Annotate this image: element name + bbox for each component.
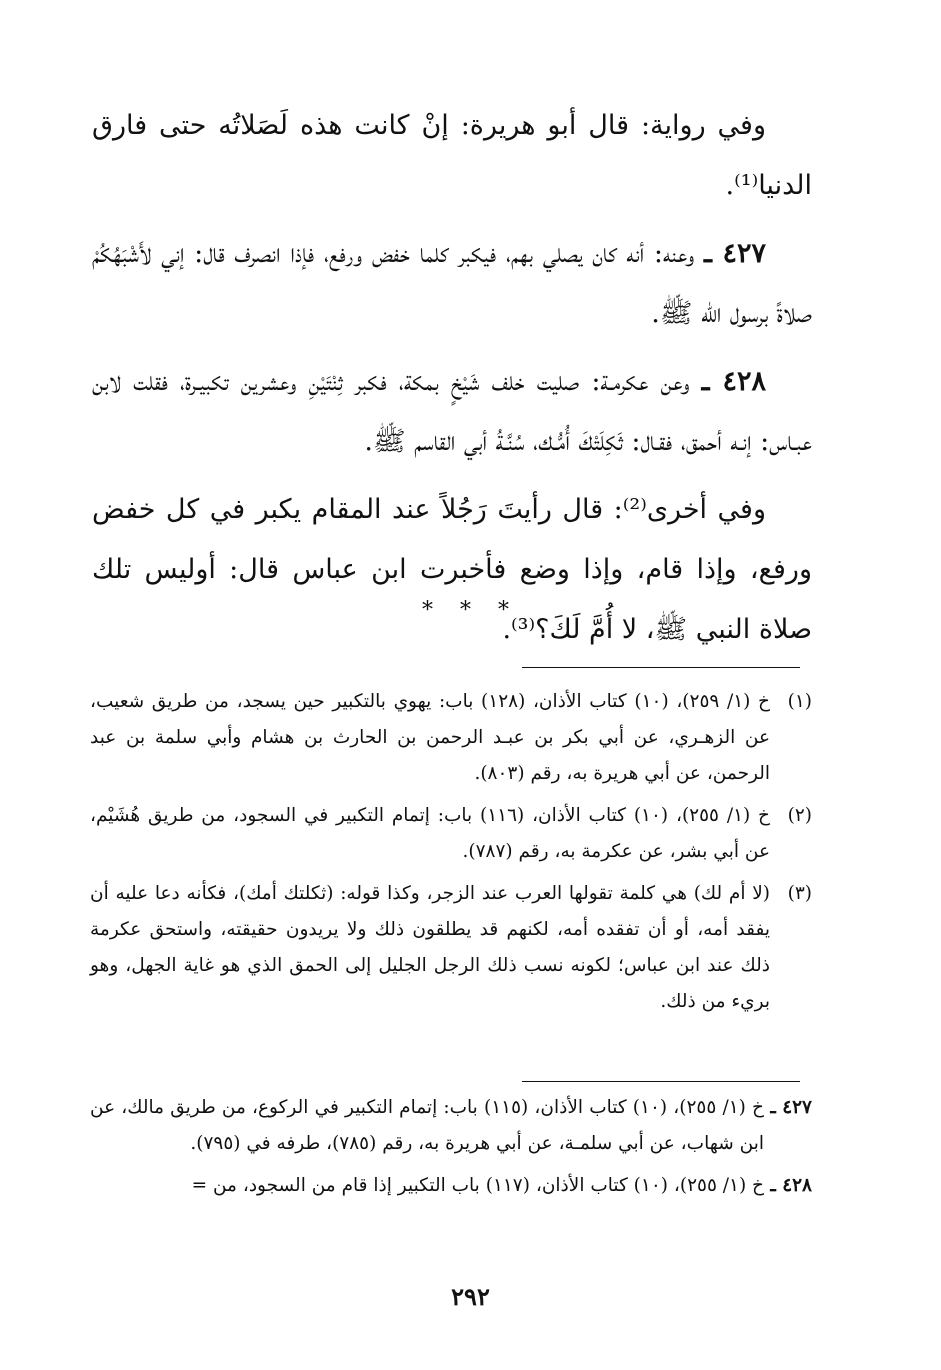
- paragraph-riwaya: وفي رواية: قال أبو هريرة: إنْ كانت هذه لَصَلاتُه حتى فارق الدنيا⁽¹⁾.: [92, 110, 812, 201]
- takhrij-note: [90, 1090, 812, 1162]
- hadith-428: [92, 352, 812, 472]
- footnote-text: (لا أم لك) هي كلمة تقولها العرب عند الزجر، وكذا قوله: (ثكلتك أمك)، فكأنه دعا عليه أن يفقد أمه، أو أن تفقده أمه، لكنهم قد يطلقون ذلك ولا يريدون حقيقته، واستحق عكرمة ذلك عند ابن عباس؛ لكونه نسب ذلك الرجل الجليل إلى الحمق الذي هو غاية الجهل، وهو بريء من ذلك.: [90, 883, 770, 1012]
- footnote-divider: [522, 667, 800, 668]
- footnotes: [90, 684, 812, 1026]
- takhrij-note: [90, 1168, 812, 1204]
- page-number: ٢٩٢: [451, 1282, 490, 1311]
- takhrij-text: خ (١/ ٢٥٥)، (١٠) كتاب الأذان، (١١٧) باب التكبير إذا قام من السجود، من =: [191, 1175, 764, 1196]
- footnote: [90, 876, 812, 1020]
- footnote-mark: (١): [787, 691, 812, 712]
- takhrij-divider: [522, 1081, 800, 1082]
- section-separator: * * *: [422, 598, 519, 623]
- hadith-text-427: وعنه: أنه كان يصلي بهم، فيكبر كلما خفض ورفع، فإذا انصرف قال: إني لأَشْبَهُكُمْ صلاةً برسول الله ﷺ.: [92, 238, 812, 329]
- takhrij-text: خ (١/ ٢٥٥)، (١٠) كتاب الأذان، (١١٥) باب: إتمام التكبير في الركوع، من طريق مالك، عن ابن شهاب، عن أبي سلمـة، عن أبي هريرة به، رقم (٧٨٥)، طرفه في (٧٩٥).: [90, 1097, 764, 1154]
- paragraph-ukhra: وفي أخرى⁽²⁾: قال رأيتَ رَجُلاً عند المقام يكبر في كل خفض ورفع، وإذا قام، وإذا وضع فأخبرت ابن عباس قال: أوليس تلك صلاة النبي ﷺ، لا أُمَّ لَكَ؟⁽³⁾.: [92, 494, 812, 645]
- hadith-number-428: ٤٢٨ ـ: [701, 366, 766, 397]
- footnote: [90, 684, 812, 792]
- hadith-427: [92, 224, 812, 344]
- footnote-text: خ (١/ ٢٥٥)، (١٠) كتاب الأذان، (١١٦) باب: إتمام التكبير في السجود، من طريق هُشَيْم، عن أبي بشر، عن عكرمة به، رقم (٧٨٧).: [90, 805, 770, 862]
- footnote-mark: (٢): [787, 805, 812, 826]
- takhrij-mark: ٤٢٨ ـ: [770, 1175, 812, 1196]
- footnote-text: خ (١/ ٢٥٩)، (١٠) كتاب الأذان، (١٢٨) باب: يهوي بالتكبير حين يسجد، من طريق شعيب، عن الزهـري، عن أبي بكر بن عبـد الرحمن بن الحارث بن هشام وأبي سلمة بن عبد الرحمن، عن أبي هريرة به، رقم (٨٠٣).: [90, 691, 770, 784]
- takhrij-mark: ٤٢٧ ـ: [770, 1097, 812, 1118]
- hadith-text-428: وعن عكرمـة: صليت خلف شَيْخٍ بمكة، فكبر ثِنْتَيْنِ وعشرين تكبيـرة، فقلت لابن عبـاس: إنـه أحمق، فقـال: ثَكِلَتْكَ أُمُّـك، سُنَّـةُ أبي القاسم ﷺ.: [92, 366, 812, 457]
- footnote: [90, 798, 812, 870]
- hadith-number-427: ٤٢٧ ـ: [704, 238, 766, 269]
- main-text: [92, 96, 812, 668]
- takhrij-notes: [90, 1090, 812, 1210]
- footnote-mark: (٣): [787, 883, 812, 904]
